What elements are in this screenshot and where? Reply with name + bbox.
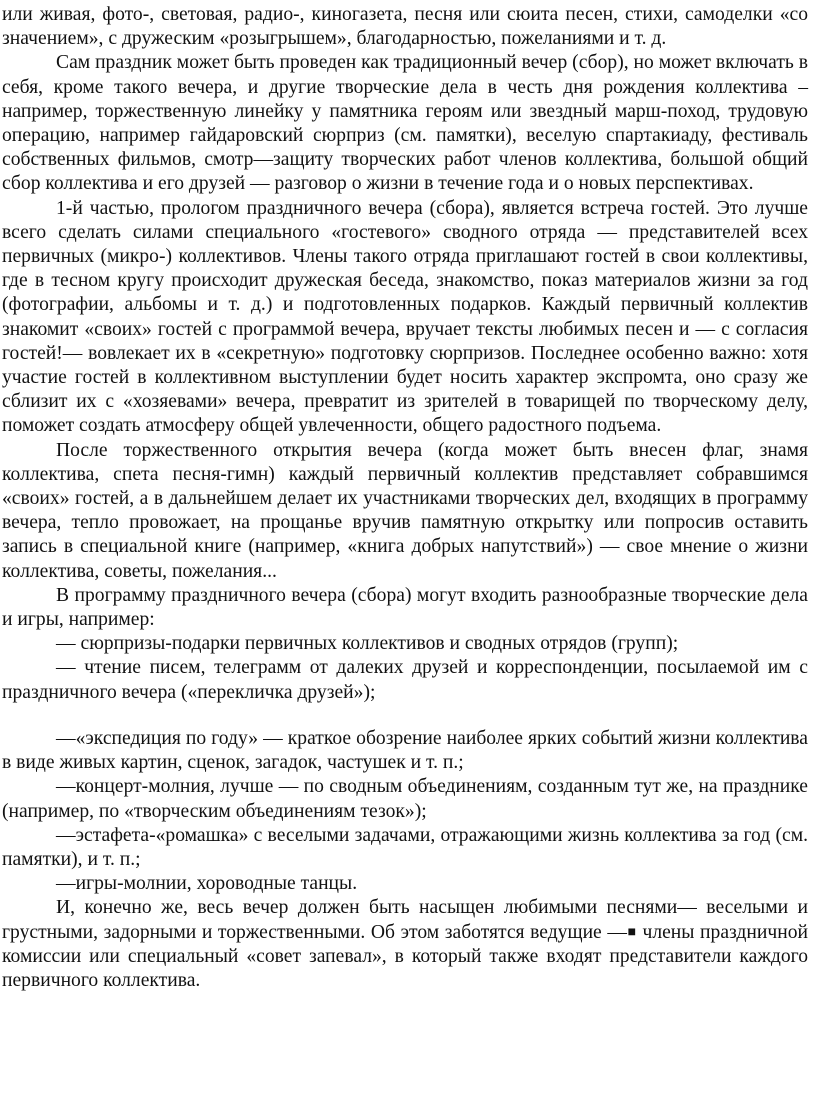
bullet-square-icon: ■ (626, 924, 637, 940)
paragraph-6-continuation: члены праздничной комиссии или специальный «совет запевал», в который также входят представители каждого первичного коллектива. (2, 921, 808, 991)
list-item-5: —эстафета-«ромашка» с веселыми задачами, отражающими жизнь коллектива за год (см. памятки), и т. п.; (2, 824, 808, 870)
list-item-4: —концерт-молния, лучше — по сводным объединениям, созданным тут же, на празднике (например, по «творческим объединениям тезок»); (2, 776, 808, 822)
list-item-2: — чтение писем, телеграмм от далеких друзей и корреспонденции, посылаемой им с праздничного вечера («перекличка друзей»); (2, 657, 808, 703)
paragraph-5: В программу праздничного вечера (сбора) могут входить разнообразные творческие дела и игры, например: (2, 584, 808, 631)
paragraph-6 (2, 896, 808, 993)
paragraph-2: Сам праздник может быть проведен как традиционный вечер (сбор), но может включать в себя, кроме такого вечера, и другие творческие дела в честь дня рождения коллектива – например, торжественную линейку у памятника героям или звездный марш-поход, трудовую операцию, например гайдаровский сюрприз (см. памятки), веселую спартакиаду, фестиваль собственных фильмов, смотр—защиту творческих работ членов коллектива, большой общий сбор коллектива и его друзей — разговор о жизни в течение года и о новых перспективах. (2, 52, 808, 195)
blank-gap (2, 705, 808, 727)
paragraph-1: или живая, фото-, световая, радио-, киногазета, песня или сюита песен, стихи, самоделки «со значением», с дружеским «розыгрышем», благодарностью, пожеланиями и т. д. (2, 4, 808, 50)
paragraph-3: 1-й частью, прологом праздничного вечера (сбора), является встреча гостей. Это лучше всего сделать силами специального «гостевого» сводного отряда — представителей всех первичных (микро-) коллективов. Члены такого отряда приглашают гостей в свои коллективы, где в тесном кругу происходит дружеская беседа, знакомство, показ материалов жизни за год (фотографии, альбомы и т. д.) и подготовленных подарков. Каждый первичный коллектив знакомит «своих» гостей с программой вечера, вручает тексты любимых песен и — с согласия гостей!— вовлекает их в «секретную» подготовку сюрпризов. Последнее особенно важно: хотя участие гостей в коллективном выступлении будет носить характер экспромта, оно сразу же сблизит их с «хозяевами» вечера, превратит из зрителей в товарищей по творческому делу, поможет создать атмосферу общей увлеченности, общего радостного подъема. (2, 197, 808, 437)
list-item-1: — сюрпризы-подарки первичных коллективов и сводных отрядов (групп); (56, 633, 679, 655)
paragraph-4: После торжественного открытия вечера (когда может быть внесен флаг, знамя коллектива, спета песня-гимн) каждый первичный коллектив представляет собравшимся «своих» гостей, а в дальнейшем делает их участниками творческих дел, входящих в программу вечера, тепло провожает, на прощанье вручив памятную открытку или попросив оставить запись в специальной книге (например, «книга добрых напутствий») — свое мнение о жизни коллектива, советы, пожелания... (2, 439, 808, 582)
paragraph-6-dash: — (607, 921, 627, 943)
paragraph-6-text: И, конечно же, весь вечер должен быть насыщен любимыми песнями— веселыми и грустными, задорными и торжественными. Об этом заботятся ведущие (2, 897, 808, 943)
list-item-6: —игры-молнии, хороводные танцы. (56, 873, 358, 895)
list-item-3: —«экспедиция по году» — краткое обозрение наиболее ярких событий жизни коллектива в виде живых картин, сценок, загадок, частушек и т. п.; (2, 727, 808, 774)
